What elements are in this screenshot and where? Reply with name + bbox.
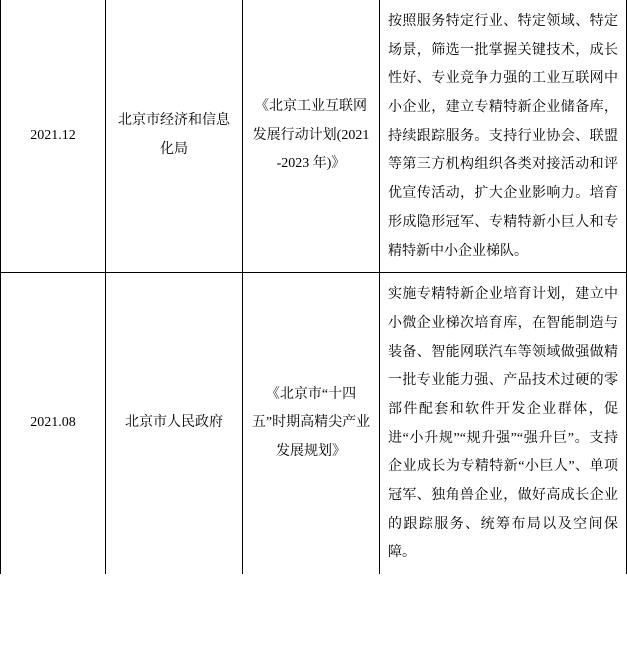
cell-content: 实施专精特新企业培育计划，建立中小微企业梯次培育库，在智能制造与装备、智能网联汽车等领域做强做精一批专业能力强、产品技术过硬的零部件配套和软件开发企业群体，促进“小升规”“规升强”“强升巨”。支持企业成长为专精特新“小巨人”、单项冠军、独角兽企业，做好高成长企业的跟踪服务、统筹布局以及空间保障。: [380, 273, 627, 574]
table-body: [1, 0, 627, 574]
cell-organization: 北京市人民政府: [106, 273, 243, 574]
cell-policy-title: 《北京工业互联网发展行动计划(2021-2023 年)》: [243, 0, 380, 273]
cell-organization: 北京市经济和信息化局: [106, 0, 243, 273]
cell-date: 2021.08: [1, 273, 106, 574]
cell-policy-title: 《北京市“十四五”时期高精尖产业发展规划》: [243, 273, 380, 574]
cell-date: 2021.12: [1, 0, 106, 273]
table-row: [1, 0, 627, 273]
table-row: [1, 273, 627, 574]
cell-content: 按照服务特定行业、特定领域、特定场景，筛选一批掌握关键技术，成长性好、专业竞争力强的工业互联网中小企业，建立专精特新企业储备库，持续跟踪服务。支持行业协会、联盟等第三方机构组织各类对接活动和评优宣传活动，扩大企业影响力。培育形成隐形冠军、专精特新小巨人和专精特新中小企业梯队。: [380, 0, 627, 273]
